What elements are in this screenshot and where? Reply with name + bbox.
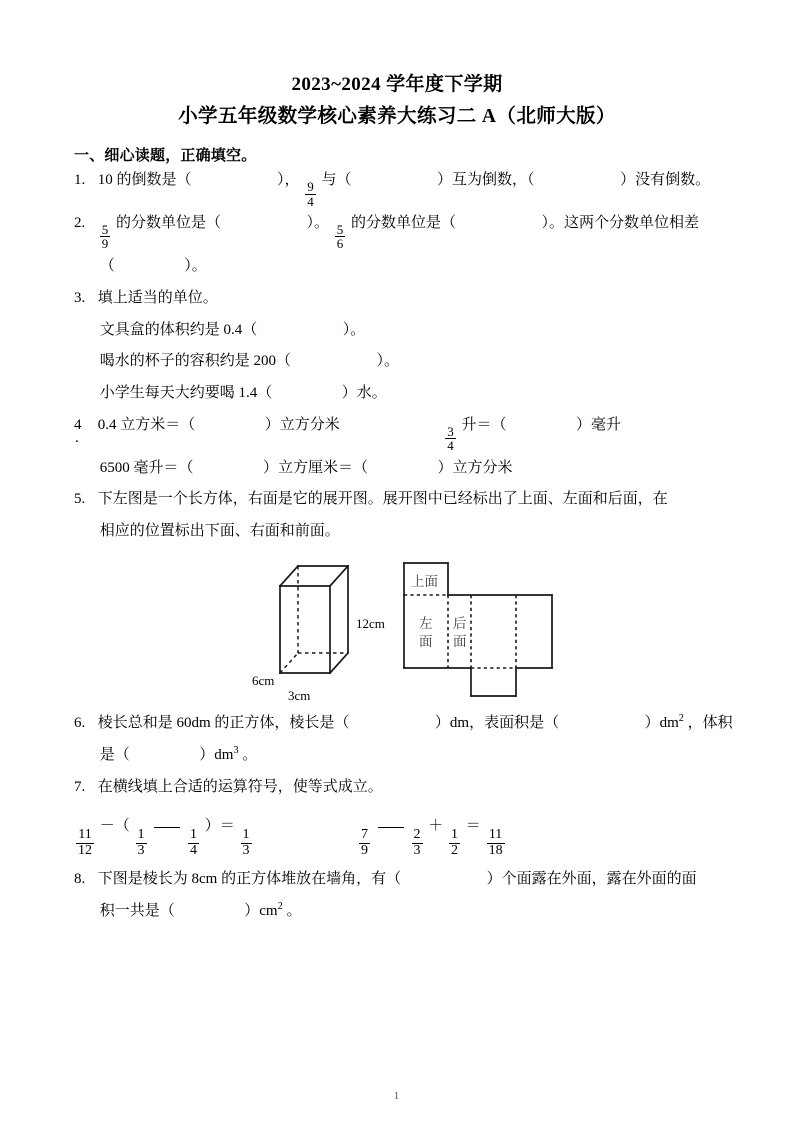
question-2-line2-text-b: ）。: [184, 257, 207, 274]
section-heading: 一、细心读题，正确填空。: [74, 147, 257, 165]
eq1-operator-2: ）＝: [204, 818, 235, 835]
fraction-numerator: 9: [307, 179, 314, 195]
question-2-fraction-1: [100, 223, 111, 251]
question-4-line2-text-a: 6500 毫升＝（: [99, 459, 194, 476]
net-label-back-1: 后: [453, 616, 467, 632]
fraction-numerator: 1: [451, 827, 459, 843]
fraction-numerator: 5: [336, 221, 344, 237]
fraction-denominator: 3: [413, 842, 421, 858]
fraction-denominator: 9: [361, 842, 369, 858]
question-3: [74, 283, 720, 315]
eq1-operator-blank[interactable]: [154, 827, 180, 828]
eq1-fraction-3: [188, 828, 199, 858]
question-2-text-a: 的分数单位是（: [116, 215, 222, 232]
question-6-line2-text-b: ）dm: [199, 746, 234, 763]
question-2-text-c: 的分数单位是（: [351, 215, 457, 232]
question-2-text-d: ）。这两个分数单位相差: [541, 215, 700, 232]
fraction-denominator: 12: [78, 842, 92, 858]
question-3-line2-text-b: ）。: [376, 353, 400, 370]
question-5-figures: [74, 558, 720, 708]
fraction-denominator: 9: [101, 236, 109, 252]
question-6-line1-text-a: 棱长总和是 60dm 的正方体，棱长是（: [97, 715, 350, 732]
question-7-number: 7.: [74, 778, 86, 795]
net-label-top: 上面: [411, 574, 438, 590]
fraction-denominator: 4: [447, 438, 454, 454]
question-6-unit-exponent-2: 3: [233, 744, 239, 756]
fraction-numerator: 5: [101, 221, 109, 237]
question-2-line-2: [74, 251, 720, 283]
question-1-fraction: [305, 180, 316, 208]
question-3-line-3: [74, 378, 720, 410]
question-1-text-c: 与（: [321, 172, 352, 189]
eq2-fraction-1: [359, 828, 370, 858]
eq2-operator-1: ＋: [428, 818, 444, 835]
question-2: [74, 208, 720, 251]
question-8-line1-text-b: ）个面露在外面，露在外面的面: [486, 871, 697, 888]
fraction-numerator: 11: [488, 827, 503, 843]
question-3-stem: 填上适当的单位。: [97, 289, 218, 306]
fraction-denominator: 4: [307, 193, 314, 209]
fraction-numerator: 11: [78, 827, 92, 843]
net-label-left-2: 面: [419, 634, 433, 650]
question-4-number-dot: .: [75, 429, 79, 446]
question-7-equation-1: [74, 818, 257, 858]
page-content: [74, 70, 733, 928]
question-8-line2-text-a: 积一共是（: [99, 903, 175, 920]
question-6-line1-text-d: ，体积: [687, 715, 733, 732]
eq1-fraction-1: [76, 828, 94, 858]
net-label-left-1: 左: [419, 616, 433, 632]
fraction-denominator: 3: [242, 842, 250, 858]
fraction-numerator: 7: [361, 827, 369, 843]
question-3-line1-text-b: ）。: [342, 321, 366, 338]
question-4-line-2: [74, 453, 720, 485]
question-8-line1-text-a: 下图是棱长为 8cm 的正方体堆放在墙角，有（: [97, 871, 402, 888]
net-figure: [399, 558, 589, 708]
question-6-number: 6.: [74, 715, 86, 732]
question-4-line1-text-a: 0.4 立方米＝（: [97, 416, 196, 433]
question-5: [74, 484, 720, 516]
page-title-line-2: 小学五年级数学核心素养大练习二 A（北师大版）: [178, 105, 616, 127]
question-2-text-b: ）。: [306, 215, 330, 232]
question-8-line2-text-b: ）cm: [244, 903, 278, 920]
question-5-number: 5.: [74, 491, 86, 508]
question-3-line-2: [74, 346, 720, 378]
question-4-number: [74, 410, 94, 446]
question-4-line1-text-c: 升＝（: [461, 416, 507, 433]
cuboid-figure: [252, 558, 412, 708]
question-4-line1-text-b: ）立方分米: [264, 416, 340, 433]
net-label-back-2: 面: [453, 634, 467, 650]
question-5-line-2: [74, 516, 720, 548]
question-1-text-d: ）互为倒数，（: [437, 172, 535, 189]
eq2-fraction-2: [412, 828, 423, 858]
fraction-numerator: 3: [447, 423, 454, 439]
fraction-denominator: 2: [451, 842, 459, 858]
question-6-line1-text-b: ）dm，表面积是（: [434, 715, 560, 732]
question-4-fraction: [445, 425, 456, 453]
question-8: [74, 864, 720, 896]
eq2-fraction-4: [487, 828, 505, 858]
question-4-line1-text-d: ）毫升: [576, 416, 622, 433]
question-4-line2-text-c: ）立方分米: [437, 459, 513, 476]
question-1-text-a: 10 的倒数是（: [97, 172, 192, 189]
fraction-numerator: 1: [137, 827, 145, 843]
question-5-text-line-2: 相应的位置标出下面、右面和前面。: [99, 523, 340, 540]
question-3-line3-text-a: 小学生每天大约要喝 1.4（: [99, 385, 273, 402]
question-7: [74, 772, 720, 804]
fraction-numerator: 1: [242, 827, 250, 843]
question-6-unit-exponent-1: 2: [678, 713, 684, 725]
question-8-number: 8.: [74, 871, 86, 888]
question-8-unit-exponent: 2: [277, 901, 283, 913]
question-6-line1-text-c: ）dm: [644, 715, 679, 732]
fraction-denominator: 4: [190, 842, 198, 858]
question-3-line2-text-a: 喝水的杯子的容积约是 200（: [99, 353, 292, 370]
question-5-text-line-1: 下左图是一个长方体，右面是它的展开图。展开图中已经标出了上面、左面和后面，在: [97, 491, 668, 508]
question-7-equation-2: [357, 818, 507, 858]
question-7-stem: 在横线填上合适的运算符号，使等式成立。: [97, 778, 383, 795]
question-6-line-2: [74, 740, 720, 772]
question-1-text-b: ），: [277, 172, 300, 189]
question-8-line2-text-c: 。: [286, 903, 302, 920]
question-1-text-e: ）没有倒数。: [620, 172, 711, 189]
page-title-line-1: 2023~2024 学年度下学期: [291, 74, 503, 95]
question-4: [74, 410, 720, 453]
question-2-number: 2.: [74, 215, 86, 232]
eq2-operator-2: ＝: [465, 818, 481, 835]
question-6-line2-text-c: 。: [242, 746, 258, 763]
question-6-line2-text-a: 是（: [99, 746, 130, 763]
question-3-line-1: [74, 315, 720, 347]
question-6: [74, 708, 733, 740]
eq1-fraction-2: [136, 828, 147, 858]
question-8-line-2: [74, 896, 720, 928]
fraction-denominator: 3: [137, 842, 145, 858]
question-1: [74, 165, 720, 208]
page-number: 1: [393, 1090, 400, 1102]
question-1-number: 1.: [74, 172, 86, 189]
eq1-operator-1: －（: [99, 818, 130, 835]
question-3-number: 3.: [74, 289, 86, 306]
cuboid-width-label: 3cm: [288, 688, 311, 704]
fraction-denominator: 18: [488, 842, 503, 858]
eq2-operator-blank[interactable]: [378, 827, 404, 828]
cuboid-depth-label: 6cm: [252, 673, 275, 689]
fraction-numerator: 1: [190, 827, 198, 843]
eq1-fraction-4: [241, 828, 252, 858]
question-3-line3-text-b: ）水。: [341, 385, 387, 402]
question-3-line1-text-a: 文具盒的体积约是 0.4（: [99, 321, 258, 338]
eq2-fraction-3: [449, 828, 460, 858]
fraction-denominator: 6: [336, 236, 344, 252]
cuboid-height-label: 12cm: [356, 616, 385, 632]
question-2-fraction-2: [335, 223, 346, 251]
fraction-numerator: 2: [413, 827, 421, 843]
question-4-line2-text-b: ）立方厘米＝（: [263, 459, 369, 476]
question-2-line2-text-a: （: [99, 257, 115, 274]
question-4-number-digit: 4: [74, 416, 82, 433]
question-7-equations: [74, 819, 720, 858]
